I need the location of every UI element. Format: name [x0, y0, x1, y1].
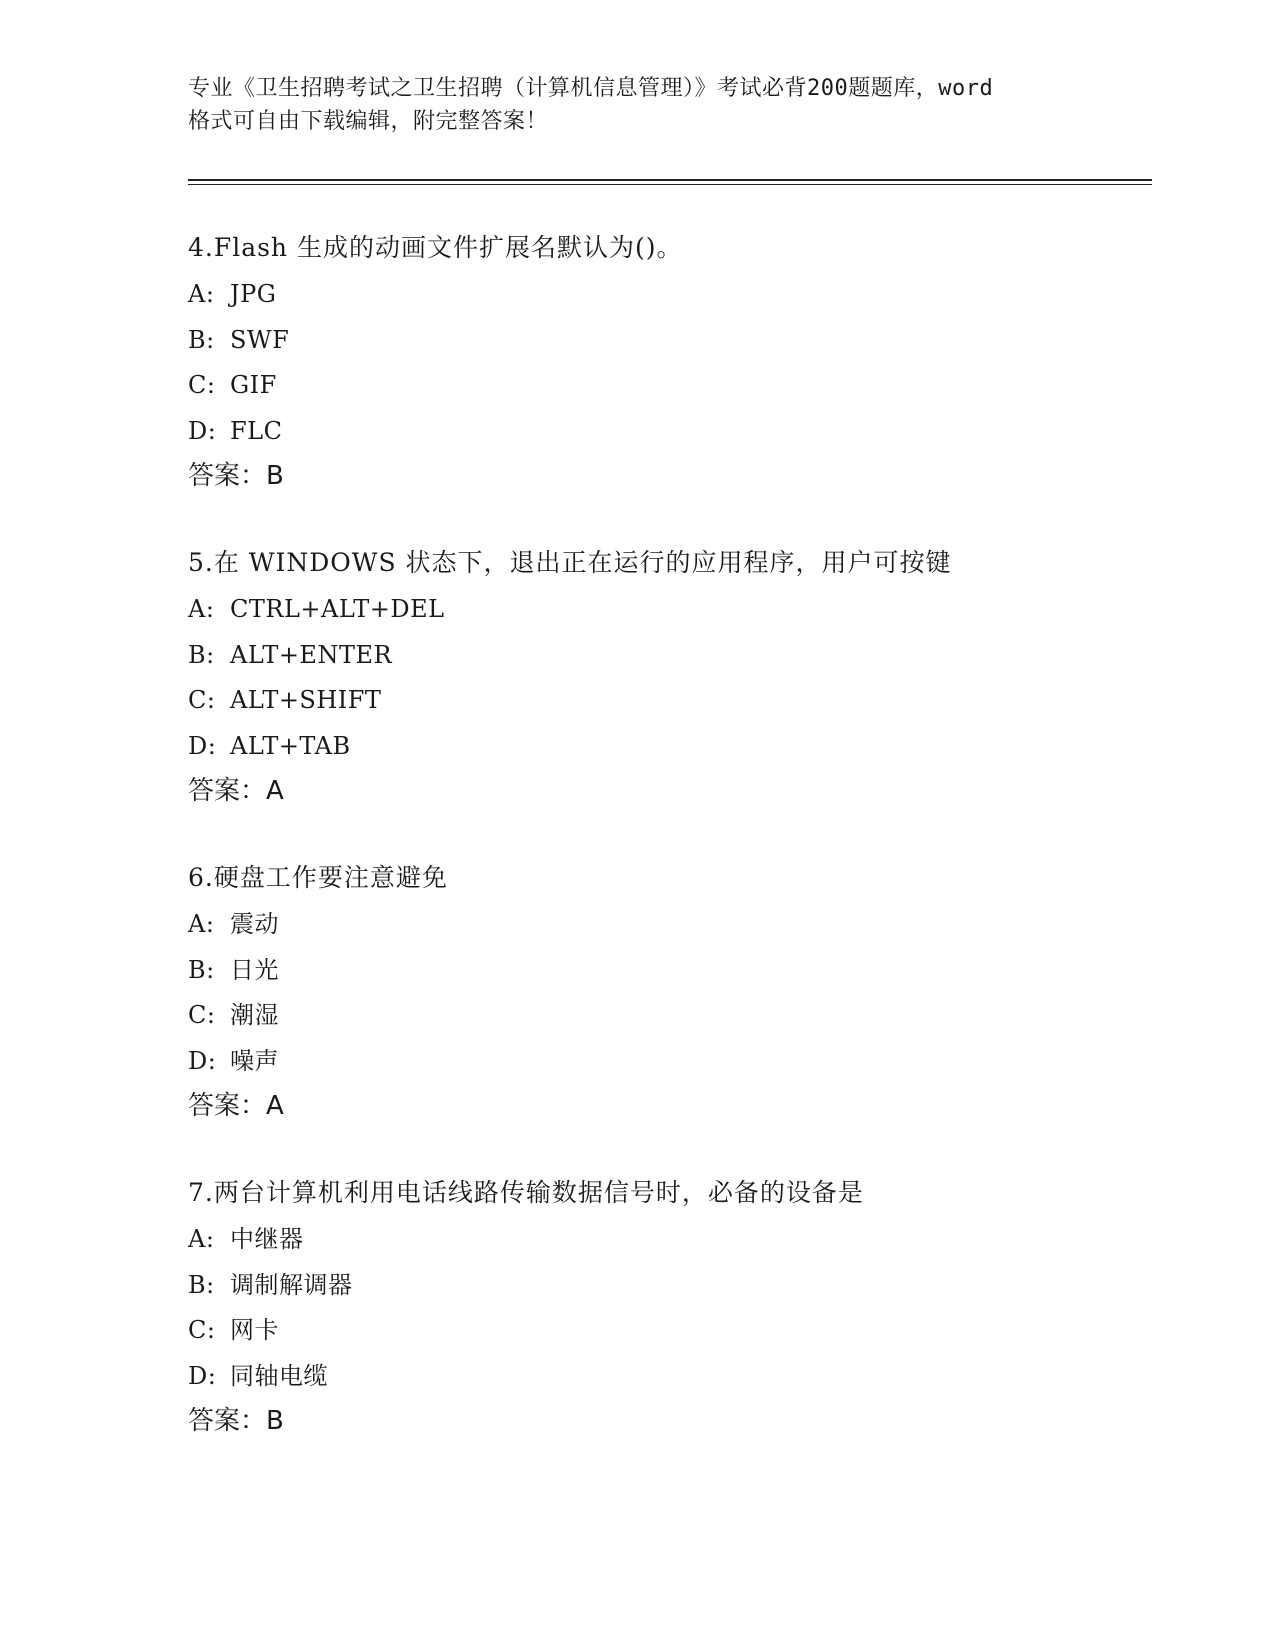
option-text: ALT+TAB [230, 731, 351, 760]
question-title: 5.在 WINDOWS 状态下，退出正在运行的应用程序，用户可按键 [188, 548, 952, 577]
option-c [188, 684, 1148, 730]
option-text: 噪声 [230, 1046, 279, 1075]
option-key: B: [188, 640, 215, 669]
option-c [188, 1314, 1148, 1360]
option-a [188, 1223, 1148, 1269]
option-a [188, 908, 1148, 954]
question-7 [188, 1177, 1148, 1449]
option-text: FLC [230, 416, 283, 445]
header-line-1: 专业《卫生招聘考试之卫生招聘（计算机信息管理）》考试必背200题题库，word [188, 76, 994, 101]
option-b [188, 1269, 1148, 1315]
option-text: 日光 [230, 955, 279, 984]
header-line-2: 格式可自由下载编辑，附完整答案！ [188, 109, 549, 134]
option-d [188, 730, 1148, 776]
option-a [188, 278, 1148, 324]
option-text: ALT+SHIFT [230, 686, 382, 714]
option-key: A: [188, 280, 215, 308]
answer-line: 答案：B [188, 1406, 284, 1436]
option-key: D: [188, 731, 217, 760]
option-key: A: [188, 1225, 215, 1253]
option-text: 调制解调器 [230, 1270, 353, 1299]
option-text: GIF [230, 371, 277, 399]
option-text: 中继器 [230, 1225, 304, 1253]
option-a [188, 593, 1148, 639]
option-key: A: [188, 910, 215, 938]
option-text: 潮湿 [230, 1001, 279, 1029]
question-4 [188, 232, 1148, 504]
option-d [188, 415, 1148, 461]
question-title: 4.Flash 生成的动画文件扩展名默认为()。 [188, 233, 683, 262]
header-divider-thick [188, 179, 1152, 181]
option-key: C: [188, 686, 216, 714]
option-text: CTRL+ALT+DEL [230, 595, 445, 623]
option-text: SWF [230, 325, 290, 354]
answer-line: 答案：A [188, 1091, 284, 1121]
option-key: B: [188, 1270, 215, 1299]
option-c [188, 369, 1148, 415]
option-b [188, 639, 1148, 685]
option-text: 网卡 [230, 1316, 279, 1344]
option-key: D: [188, 1046, 217, 1075]
answer-line: 答案：A [188, 776, 284, 806]
option-text: 同轴电缆 [230, 1361, 328, 1390]
answer-line: 答案：B [188, 461, 284, 491]
option-key: C: [188, 371, 216, 399]
option-key: B: [188, 955, 215, 984]
option-key: D: [188, 1361, 217, 1390]
option-key: C: [188, 1001, 216, 1029]
question-5 [188, 547, 1148, 819]
option-key: D: [188, 416, 217, 445]
document-header [188, 72, 1088, 138]
question-6 [188, 862, 1148, 1134]
option-text: 震动 [230, 910, 279, 938]
option-d [188, 1360, 1148, 1406]
header-divider-thin [188, 184, 1152, 185]
option-key: B: [188, 325, 215, 354]
option-text: JPG [230, 280, 277, 308]
option-b [188, 324, 1148, 370]
option-text: ALT+ENTER [230, 640, 393, 669]
option-key: A: [188, 595, 215, 623]
option-c [188, 999, 1148, 1045]
question-title: 6.硬盘工作要注意避免 [188, 863, 448, 892]
option-d [188, 1045, 1148, 1091]
option-key: C: [188, 1316, 216, 1344]
option-b [188, 954, 1148, 1000]
question-title: 7.两台计算机利用电话线路传输数据信号时，必备的设备是 [188, 1178, 864, 1207]
